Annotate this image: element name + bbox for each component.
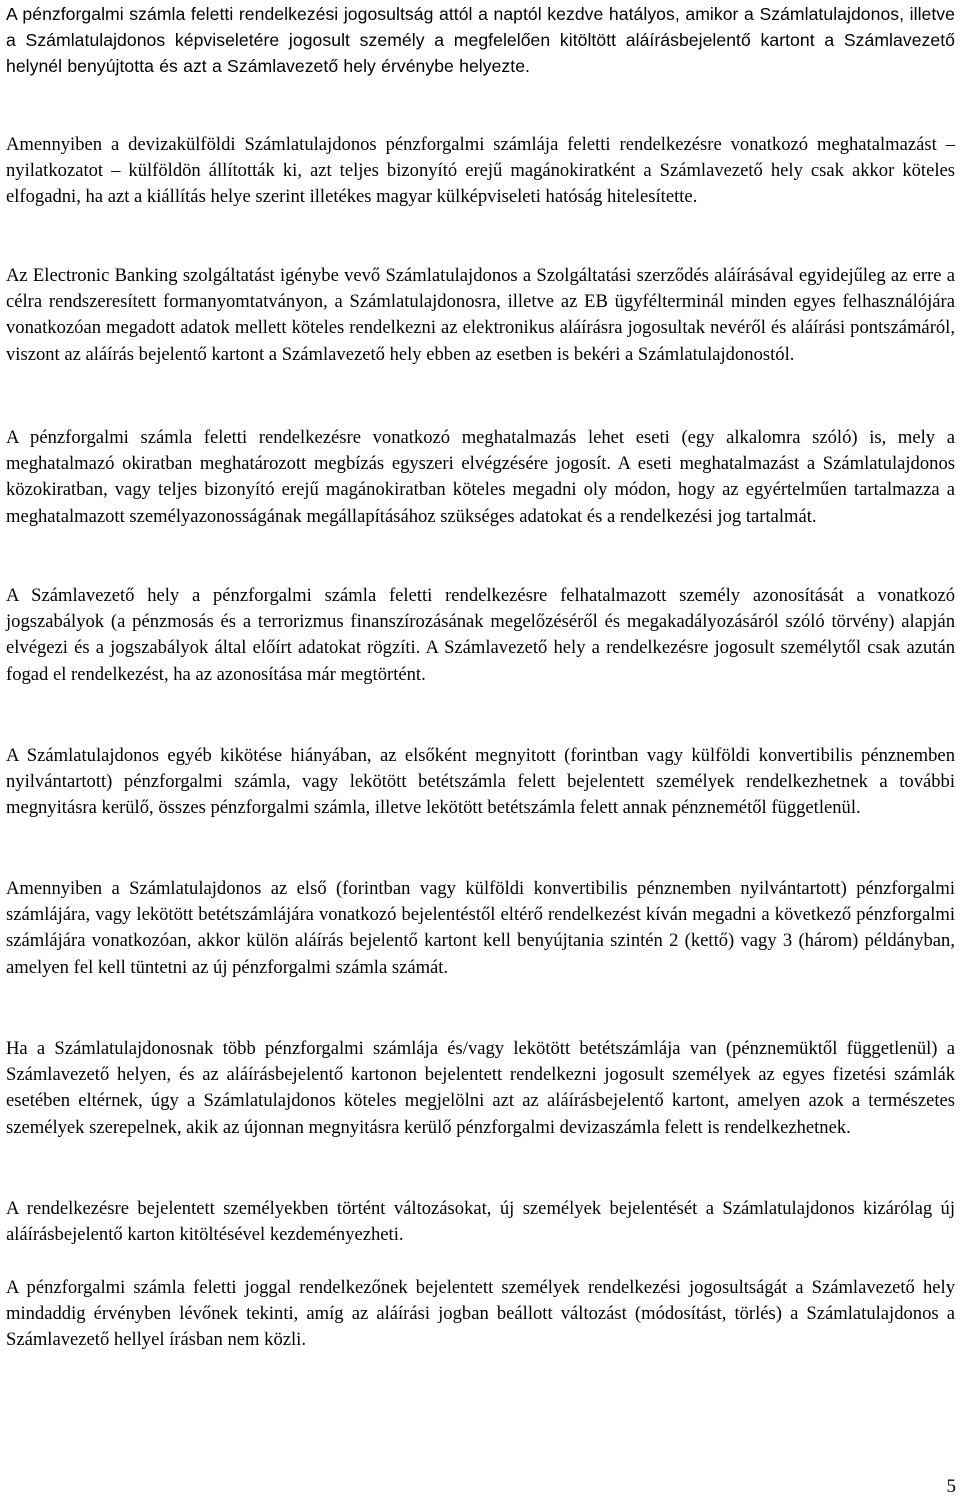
- paragraph-foreign-power-of-attorney: Amennyiben a devizakülföldi Számlatulajdonos pénzforgalmi számlája feletti rendelkezésre vonatkozó meghatalmazást – nyilatkozatot – külföldön állították ki, azt teljes bizonyító erejű magánokiratként a Számlavezető hely csak akkor köteles elfogadni, ha azt a kiállítás helye szerint illetékes magyar külképviseleti hatóság hitelesítette.: [6, 134, 955, 208]
- page-number: 5: [946, 1476, 956, 1497]
- paragraph-default-authority: A Számlatulajdonos egyéb kikötése hiányában, az elsőként megnyitott (forintban vagy külföldi konvertibilis pénznemben nyilvántartott) pénzforgalmi számla, vagy lekötött betétszámla felett bejelentett személyek rendelkezhetnek a további megnyitásra kerülő, összes pénzforgalmi számla, illetve lekötött betétszámla felett annak pénznemétől függetlenül.: [6, 745, 955, 819]
- paragraph-signature-authority-effective: A pénzforgalmi számla feletti rendelkezési jogosultság attól a naptól kezdve hatályos, amikor a Számlatulajdonos, illetve a Számlatulajdonos képviseletére jogosult személy a megfelelően kitöltött aláírásbejelentő kartont a Számlavezető helynél benyújtotta és azt a Számlavezető hely érvénybe helyezte.: [6, 4, 955, 77]
- paragraph-ad-hoc-authorization: A pénzforgalmi számla feletti rendelkezésre vonatkozó meghatalmazás lehet eseti (egy alkalomra szóló) is, mely a meghatalmazó okiratban meghatározott megbízás egyszeri elvégzésére jogosít. A eseti meghatalmazást a Számlatulajdonos közokiratban, vagy teljes bizonyító erejű magánokiratban köteles megadni oly módon, hogy az egyértelműen tartalmazza a meghatalmazott személyazonosságának megállapításához szükséges adatokat és a rendelkezési jog tartalmát.: [6, 427, 955, 527]
- paragraph-identification: A Számlavezető hely a pénzforgalmi számla feletti rendelkezésre felhatalmazott személy azonosítását a vonatkozó jogszabályok (a pénzmosás és a terrorizmus finanszírozásának megelőzéséről és megakadályozásáról szóló törvény) alapján elvégezi és a jogszabályok által előírt adatokat rögzíti. A Számlavezető hely a rendelkezésre jogosult személytől csak azután fogad el rendelkezést, ha az azonosítása már megtörtént.: [6, 585, 955, 685]
- paragraph-electronic-banking: Az Electronic Banking szolgáltatást igénybe vevő Számlatulajdonos a Szolgáltatási szerződés aláírásával egyidejűleg az erre a célra rendszeresített formanyomtatványon, a Számlatulajdonosra, illetve az EB ügyfélterminál minden egyes felhasználójára vonatkozóan megadott adatok mellett köteles rendelkezni az elektronikus aláírásra jogosultak nevéről és aláírási pontszámáról, viszont az aláírás bejelentő kartont a Számlavezető hely ebben az esetben is bekéri a Számlatulajdonostól.: [6, 265, 955, 365]
- paragraph-multiple-accounts: Ha a Számlatulajdonosnak több pénzforgalmi számlája és/vagy lekötött betétszámlája van (pénznemüktől függetlenül) a Számlavezető helyen, és az aláírásbejelentő kartonon bejelentett rendelkezni jogosult személyek az egyes fizetési számlák esetében eltérnek, úgy a Számlatulajdonos köteles megjelölni azt az aláírásbejelentő kartont, amelyen azok a természetes személyek szerepelnek, akik az újonnan megnyitásra kerülő pénzforgalmi devizaszámla felett is rendelkezhetnek.: [6, 1038, 955, 1138]
- paragraph-different-authority: Amennyiben a Számlatulajdonos az első (forintban vagy külföldi konvertibilis pénznemben nyilvántartott) pénzforgalmi számlájára, vagy lekötött betétszámlájára vonatkozó bejelentéstől eltérő rendelkezést kíván megadni a következő pénzforgalmi számlájára vonatkozóan, akkor külön aláírás bejelentő kartont kell benyújtania szintén 2 (kettő) vagy 3 (három) példányban, amelyen fel kell tüntetni az új pénzforgalmi számla számát.: [6, 878, 955, 978]
- paragraph-validity: A pénzforgalmi számla feletti joggal rendelkezőnek bejelentett személyek rendelkezési jogosultságát a Számlavezető hely mindaddig érvényben lévőnek tekinti, amíg az aláírási jogban beállott változást (módosítást, törlés) a Számlatulajdonos a Számlavezető hellyel írásban nem közli.: [6, 1277, 955, 1351]
- paragraph-changes: A rendelkezésre bejelentett személyekben történt változásokat, új személyek bejelentését a Számlatulajdonos kizárólag új aláírásbejelentő karton kitöltésével kezdeményezheti.: [6, 1198, 955, 1246]
